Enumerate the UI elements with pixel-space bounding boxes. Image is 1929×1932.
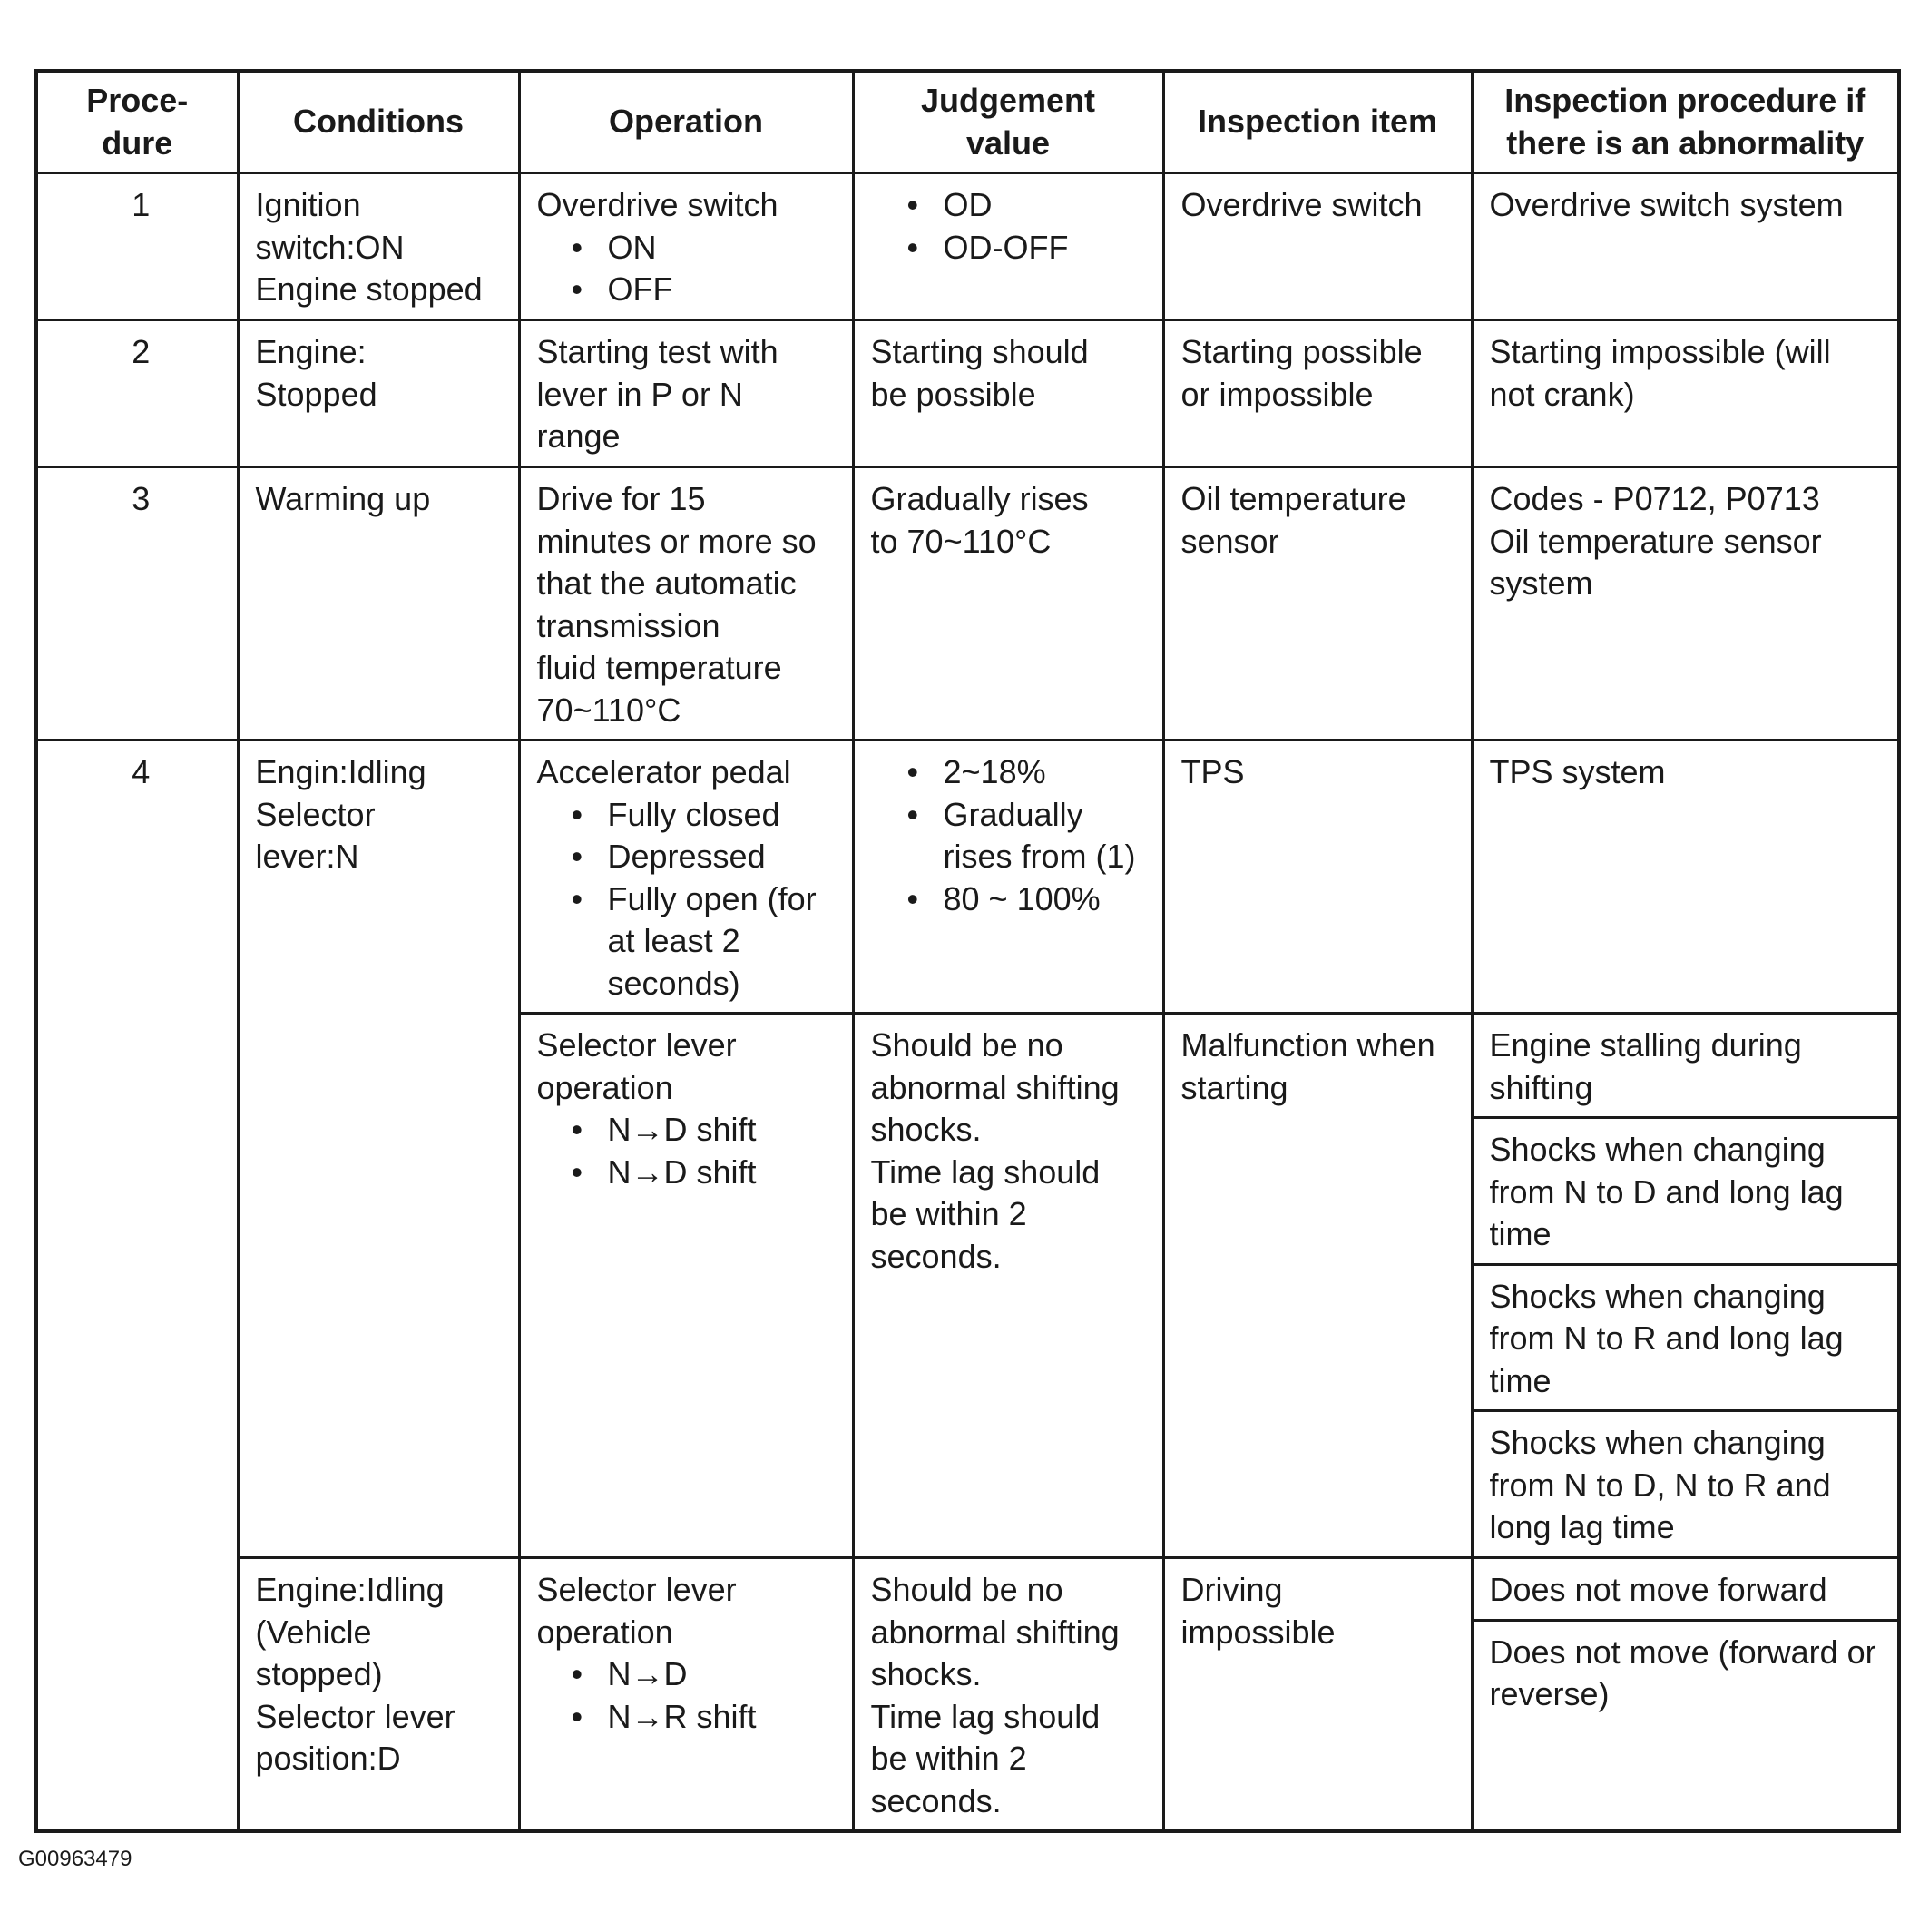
list-item: • N→R shift [572, 1696, 843, 1739]
list-item: • OFF [572, 269, 843, 311]
abnormality-cell [1472, 467, 1899, 740]
text-line: Selector lever [536, 1571, 737, 1608]
text-line: fluid temperature [536, 649, 782, 686]
bullet-list [537, 1653, 843, 1738]
text-line: Should be no [870, 1026, 1063, 1064]
judgement-cell [853, 1014, 1163, 1558]
text-line: impossible [1180, 1613, 1336, 1651]
judgement-cell [853, 740, 1163, 1014]
conditions-cell [238, 173, 519, 320]
text-line: Starting impossible (will [1489, 333, 1831, 370]
conditions-cell [238, 320, 519, 467]
text-line: shocks. [870, 1111, 982, 1148]
operation-title: Accelerator pedal [536, 753, 791, 790]
operation-cell [519, 740, 853, 1014]
header-conditions: Conditions [238, 71, 519, 173]
text-line: Starting test with [536, 333, 778, 370]
text-line: Oil temperature sensor [1489, 522, 1822, 560]
text-line: Gradually rises [870, 480, 1089, 517]
text-line: Time lag should [870, 1152, 1101, 1191]
text-line: Codes - P0712, P0713 [1489, 480, 1820, 517]
header-judgement: Judgement value [853, 71, 1163, 173]
procedure-number: 1 [36, 173, 238, 320]
operation-cell [519, 1558, 853, 1832]
table-row-4c [36, 1558, 1899, 1621]
text-line: Driving [1180, 1571, 1283, 1608]
abnormality-cell: Does not move (forward or reverse) [1472, 1620, 1899, 1831]
procedure-number: 2 [36, 320, 238, 467]
text-line: (Vehicle [255, 1613, 372, 1651]
text-line: Selector lever [255, 1697, 455, 1735]
table-row-4a [36, 740, 1899, 1014]
text-line: Ignition [255, 186, 361, 223]
procedure-number: 3 [36, 467, 238, 740]
table-row-3 [36, 467, 1899, 740]
diagnostic-table [34, 69, 1901, 1833]
text-line: Engine stopped [255, 270, 483, 308]
inspection-item-cell [1163, 1014, 1472, 1558]
text-line: Stopped [255, 375, 377, 413]
header-row [36, 71, 1899, 173]
bullet-list [871, 751, 1153, 920]
text-line: transmission [536, 606, 720, 644]
list-item: • ON [572, 227, 843, 270]
inspection-item-cell [1163, 1558, 1472, 1832]
inspection-item-cell: Overdrive switch [1163, 173, 1472, 320]
text-line: sensor [1180, 522, 1279, 560]
abnormality-cell: Engine stalling during shifting [1472, 1014, 1899, 1118]
text-line: abnormal shifting [870, 1068, 1120, 1106]
text-line: Starting should [870, 333, 1089, 370]
text-line: Drive for 15 [536, 480, 706, 517]
list-item: • Fully open (for at least 2 seconds) [572, 878, 843, 1005]
text-line: operation [536, 1613, 673, 1651]
text-line: or impossible [1180, 375, 1374, 413]
text-line: lever in P or N [536, 375, 743, 413]
abnormality-cell: Overdrive switch system [1472, 173, 1899, 320]
text-line: be possible [870, 375, 1036, 413]
bullet-list [871, 184, 1153, 269]
table-row-1 [36, 173, 1899, 320]
abnormality-cell [1472, 320, 1899, 467]
text-line: be within 2 [870, 1195, 1027, 1232]
judgement-cell [853, 1558, 1163, 1832]
operation-cell [519, 467, 853, 740]
operation-cell [519, 320, 853, 467]
text-line: lever:N [255, 838, 359, 875]
inspection-item-cell: TPS [1163, 740, 1472, 1014]
text-line: seconds. [870, 1781, 1002, 1819]
header-abnormality: Inspection procedure if there is an abnormality [1472, 71, 1899, 173]
text-line: Selector lever [536, 1026, 737, 1064]
header-operation: Operation [519, 71, 853, 173]
inspection-item-cell [1163, 467, 1472, 740]
list-item: • 80 ~ 100% [907, 878, 1153, 921]
list-item: • Depressed [572, 836, 843, 878]
conditions-cell [238, 740, 519, 1558]
text-line: position:D [255, 1740, 401, 1777]
operation-title: Overdrive switch [536, 186, 778, 223]
text-line: Starting possible [1180, 333, 1423, 370]
text-line: abnormal shifting [870, 1613, 1120, 1651]
text-line: be within 2 [870, 1740, 1027, 1777]
text-line: that the automatic [536, 564, 797, 602]
text-line: to 70~110°C [870, 522, 1052, 560]
conditions-cell: Warming up [238, 467, 519, 740]
list-item: • Fully closed [572, 794, 843, 837]
text-line: Malfunction when [1180, 1026, 1435, 1064]
abnormality-cell: TPS system [1472, 740, 1899, 1014]
text-line: Should be no [870, 1571, 1063, 1608]
list-item: • 2~18% [907, 751, 1153, 794]
text-line: stopped) [255, 1655, 383, 1692]
figure-id: G00963479 [18, 1847, 132, 1871]
judgement-cell [853, 320, 1163, 467]
text-line: starting [1180, 1068, 1288, 1106]
text-line: Time lag should [870, 1697, 1101, 1735]
header-inspection-item: Inspection item [1163, 71, 1472, 173]
abnormality-cell: Does not move forward [1472, 1558, 1899, 1621]
list-item: • N→D shift [572, 1109, 843, 1152]
list-item: • N→D [572, 1653, 843, 1696]
text-line: Oil temperature [1180, 480, 1406, 517]
abnormality-cell: Shocks when changing from N to D and long lag time [1472, 1118, 1899, 1265]
text-line: seconds. [870, 1237, 1002, 1275]
list-item: • N→D shift [572, 1152, 843, 1194]
table-row-2 [36, 320, 1899, 467]
judgement-cell [853, 467, 1163, 740]
text-line: not crank) [1489, 375, 1635, 413]
operation-cell [519, 1014, 853, 1558]
judgement-cell [853, 173, 1163, 320]
bullet-list [537, 794, 843, 1005]
text-line: Engin:Idling [255, 753, 426, 790]
procedure-number: 4 [36, 740, 238, 1832]
list-item: • OD-OFF [907, 227, 1153, 270]
operation-cell [519, 173, 853, 320]
text-line: switch:ON [255, 228, 405, 266]
text-line: Engine:Idling [255, 1571, 445, 1608]
text-line: range [536, 417, 621, 455]
text-line: operation [536, 1068, 673, 1106]
bullet-list [537, 1109, 843, 1193]
inspection-item-cell [1163, 320, 1472, 467]
abnormality-cell: Shocks when changing from N to D, N to R and long lag time [1472, 1411, 1899, 1558]
text-line: Engine: [255, 333, 367, 370]
list-item: • Gradually rises from (1) [907, 794, 1153, 878]
text-line: minutes or more so [536, 522, 817, 560]
abnormality-cell: Shocks when changing from N to R and long lag time [1472, 1264, 1899, 1411]
list-item: • OD [907, 184, 1153, 227]
conditions-cell [238, 1558, 519, 1832]
text-line: shocks. [870, 1655, 982, 1692]
text-line: Selector [255, 795, 376, 833]
text-line: system [1489, 564, 1593, 602]
text-line: 70~110°C [536, 691, 681, 729]
bullet-list [537, 227, 843, 311]
header-procedure: Proce- dure [36, 71, 238, 173]
